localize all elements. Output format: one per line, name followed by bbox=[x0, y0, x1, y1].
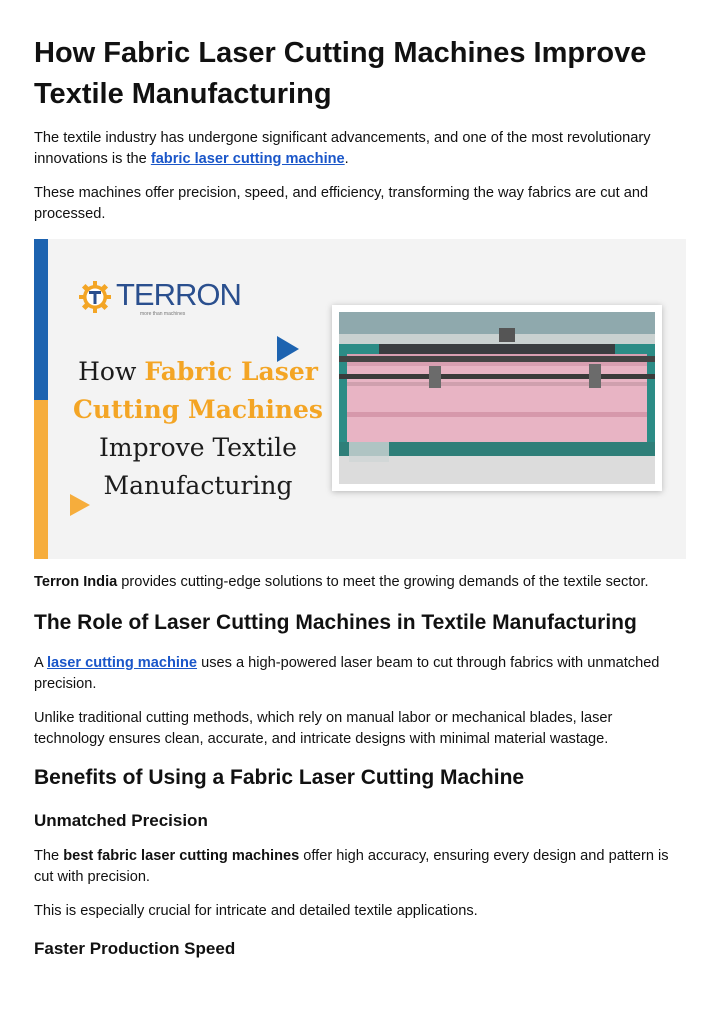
fabric-laser-link[interactable]: fabric laser cutting machine bbox=[150, 150, 345, 167]
banner-word-how: How bbox=[78, 357, 137, 386]
laser-cutting-link[interactable]: laser cutting machine bbox=[46, 655, 198, 671]
logo-tagline: more than machines bbox=[140, 311, 186, 317]
precision-text-b: offer high accuracy, ensuring every design and pattern is cut with precision. bbox=[34, 848, 669, 885]
role-paragraph-1 bbox=[34, 653, 686, 694]
laser-machine-illustration bbox=[339, 312, 655, 484]
intro-period: . bbox=[344, 150, 349, 167]
banner-caption bbox=[34, 572, 686, 593]
precision-bold: best fabric laser cutting machines bbox=[63, 848, 300, 864]
page-title: How Fabric Laser Cutting Machines Improve Textile Manufacturing bbox=[34, 37, 647, 110]
intro-paragraph-1 bbox=[34, 128, 686, 169]
terron-logo bbox=[78, 277, 241, 317]
banner-title-line-1 bbox=[48, 353, 348, 391]
role-text-a: A bbox=[34, 655, 47, 671]
play-triangle-orange-icon bbox=[70, 494, 90, 516]
precision-text-a: The bbox=[34, 848, 64, 864]
banner-blue-bar bbox=[34, 239, 48, 400]
intro-text: The textile industry has undergone significant advancements, and one of the most revolutionary innovations is the bbox=[34, 130, 651, 167]
banner-orange-bar bbox=[34, 400, 48, 559]
precision-paragraph-1 bbox=[34, 846, 686, 887]
section-heading-role: The Role of Laser Cutting Machines in Textile Manufacturing bbox=[34, 611, 637, 634]
subheading-speed: Faster Production Speed bbox=[34, 939, 236, 958]
banner-title-line-3: Improve Textile bbox=[99, 433, 297, 462]
precision-paragraph-2: This is especially crucial for intricate and detailed textile applications. bbox=[34, 903, 478, 919]
banner-title-line-4: Manufacturing bbox=[103, 471, 293, 500]
intro-paragraph-2: These machines offer precision, speed, and efficiency, transforming the way fabrics are cut and processed. bbox=[34, 185, 649, 222]
gear-logo-icon bbox=[78, 280, 112, 314]
banner-title-line-2: Cutting Machines bbox=[73, 395, 323, 424]
company-name: Terron India bbox=[34, 574, 118, 590]
section-heading-benefits: Benefits of Using a Fabric Laser Cutting Machine bbox=[34, 766, 525, 789]
role-text-b: uses a high-powered laser beam to cut through fabrics with unmatched precision. bbox=[34, 655, 660, 692]
logo-wordmark: TERRON bbox=[116, 277, 241, 312]
role-paragraph-2: Unlike traditional cutting methods, which rely on manual labor or mechanical blades, laser technology ensures clean, accurate, and intricate designs with minimal material wastage. bbox=[34, 710, 613, 747]
caption-text: provides cutting-edge solutions to meet the growing demands of the textile sector. bbox=[117, 574, 649, 590]
machine-photo bbox=[332, 305, 662, 491]
banner-highlight-1: Fabric Laser bbox=[144, 357, 318, 386]
subheading-precision: Unmatched Precision bbox=[34, 811, 208, 830]
hero-banner-image bbox=[34, 239, 686, 559]
